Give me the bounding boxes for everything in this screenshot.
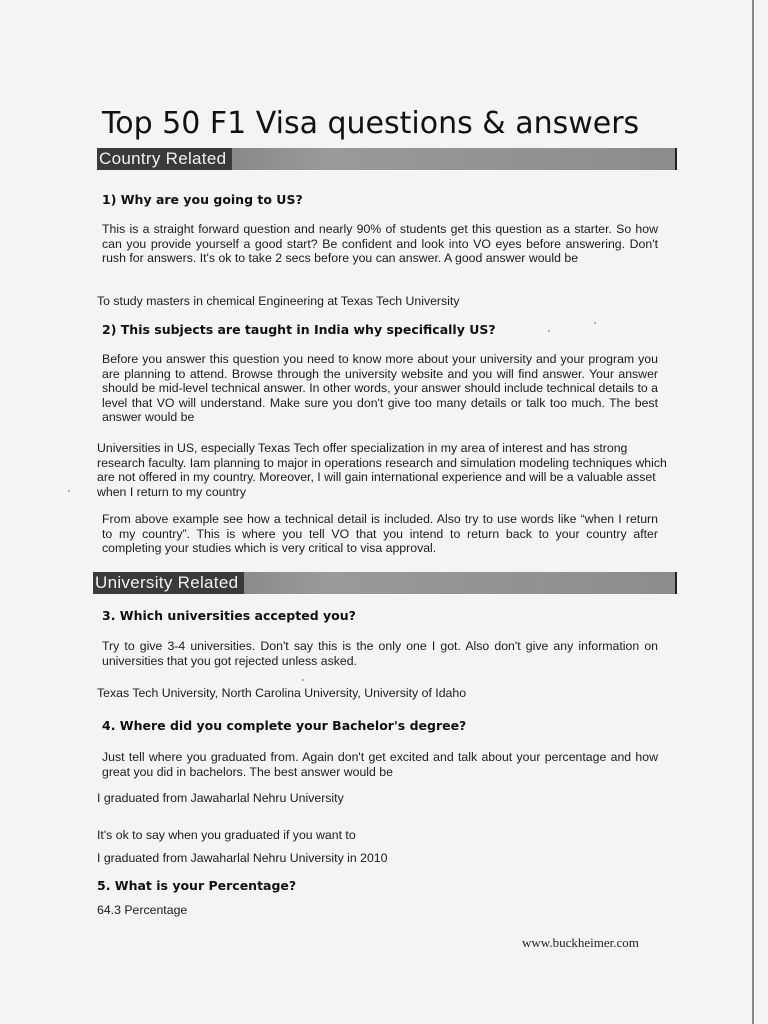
document-title: Top 50 F1 Visa questions & answers [102,106,640,141]
answer-4b: I graduated from Jawaharlal Nehru University in 2010 [97,851,388,865]
answer-5: 64.3 Percentage [97,903,188,917]
note-4: It's ok to say when you graduated if you want to [97,828,356,842]
section-heading: Country Related [97,148,232,170]
section-header-country [97,148,677,170]
answer-1: To study masters in chemical Engineering at Texas Tech University [97,294,460,308]
question-2: 2) This subjects are taught in India why specifically US? [102,322,496,337]
answer-4: I graduated from Jawaharlal Nehru University [97,791,344,805]
section-heading: University Related [93,572,244,594]
section-header-university [93,572,677,594]
explanation-3: Try to give 3-4 universities. Don't say this is the only one I got. Also don't give any information on universities that you got rejected unless asked. [102,639,658,668]
question-1: 1) Why are you going to US? [102,192,303,207]
answer-2: Universities in US, especially Texas Tech offer specialization in my area of interest and has strong research faculty. Iam planning to major in operations research and simulation modeling techniques which are not offered in my country. Moreover, I will gain international experience and will be a valuable asset when I return to my country [97,441,667,499]
scan-speck [302,679,304,681]
question-3: 3. Which universities accepted you? [102,608,356,623]
explanation-1: This is a straight forward question and nearly 90% of students get this question as a starter. So how can you provide yourself a good start? Be confident and look into VO eyes before answering. Don't rush for answers. It's ok to take 2 secs before you can answer. A good answer would be [102,222,658,265]
scan-speck [68,490,70,492]
explanation-4: Just tell where you graduated from. Again don't get excited and talk about your percentage and how great you did in bachelors. The best answer would be [102,750,658,779]
page-edge [752,0,754,1024]
note-2: From above example see how a technical detail is included. Also try to use words like “when I return to my country”. This is where you tell VO that you intend to return back to your country after completing your studies which is very critical to visa approval. [102,512,658,555]
question-5: 5. What is your Percentage? [97,878,297,893]
explanation-2: Before you answer this question you need to know more about your university and your program you are planning to attend. Browse through the university website and you will find answer. Your answer should be mid-level technical answer. In other words, your answer should include technical details to a level that VO will understand. Make sure you don't give too many details or talk too much. The best answer would be [102,352,658,424]
scan-speck [548,330,550,332]
question-4: 4. Where did you complete your Bachelor's degree? [102,718,467,733]
scan-speck [594,322,596,324]
footer-url: www.buckheimer.com [522,935,639,950]
answer-3: Texas Tech University, North Carolina University, University of Idaho [97,686,467,700]
